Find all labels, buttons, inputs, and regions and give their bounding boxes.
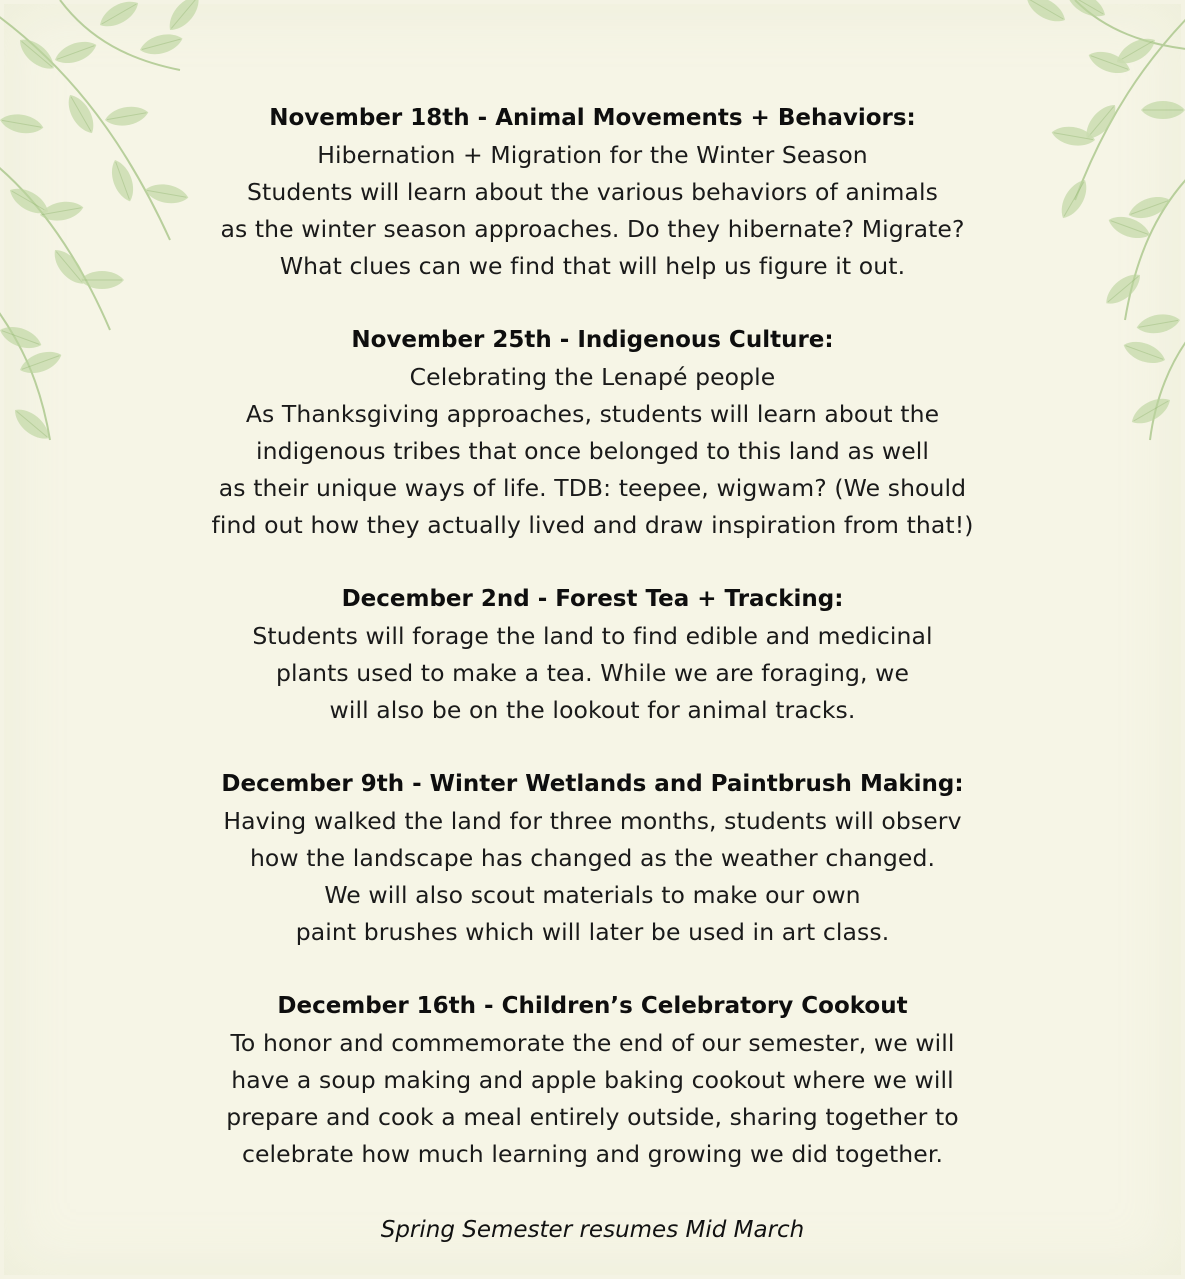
schedule-content	[0, 100, 1185, 1210]
section-heading: December 9th - Winter Wetlands and Paintbrush Making:	[221, 771, 964, 797]
section-heading: December 2nd - Forest Tea + Tracking:	[341, 586, 844, 612]
footer-note: Spring Semester resumes Mid March	[380, 1217, 805, 1243]
schedule-section-dec-9	[0, 766, 1185, 951]
section-line: Celebrating the Lenapé people	[409, 363, 776, 391]
section-heading: November 18th - Animal Movements + Behaviors:	[269, 105, 916, 131]
section-line: Hibernation + Migration for the Winter Season	[317, 141, 868, 169]
section-line: find out how they actually lived and draw inspiration from that!)	[211, 511, 974, 539]
section-line: have a soup making and apple baking cookout where we will	[231, 1066, 954, 1094]
section-line: indigenous tribes that once belonged to this land as well	[255, 437, 930, 465]
section-heading: December 16th - Children’s Celebratory Cookout	[277, 993, 908, 1019]
section-line: as their unique ways of life. TDB: teepee, wigwam? (We should	[218, 474, 967, 502]
section-line: What clues can we find that will help us figure it out.	[279, 252, 906, 280]
section-line: celebrate how much learning and growing we did together.	[241, 1140, 944, 1168]
schedule-section-nov-18	[0, 100, 1185, 285]
section-line: Having walked the land for three months, students will observ	[223, 807, 962, 835]
schedule-section-dec-2	[0, 581, 1185, 729]
section-line: Students will learn about the various behaviors of animals	[247, 178, 938, 206]
section-line: plants used to make a tea. While we are foraging, we	[275, 659, 910, 687]
schedule-section-nov-25	[0, 322, 1185, 544]
section-line: prepare and cook a meal entirely outside, sharing together to	[226, 1103, 959, 1131]
section-line: as the winter season approaches. Do they hibernate? Migrate?	[220, 215, 965, 243]
section-line: As Thanksgiving approaches, students will learn about the	[245, 400, 940, 428]
section-heading: November 25th - Indigenous Culture:	[351, 327, 834, 353]
section-line: Students will forage the land to find edible and medicinal	[252, 622, 933, 650]
section-line: will also be on the lookout for animal tracks.	[329, 696, 856, 724]
section-line: paint brushes which will later be used in art class.	[295, 918, 890, 946]
schedule-section-dec-16	[0, 988, 1185, 1173]
section-line: To honor and commemorate the end of our semester, we will	[230, 1029, 955, 1057]
section-line: We will also scout materials to make our own	[324, 881, 861, 909]
section-line: how the landscape has changed as the weather changed.	[249, 844, 936, 872]
